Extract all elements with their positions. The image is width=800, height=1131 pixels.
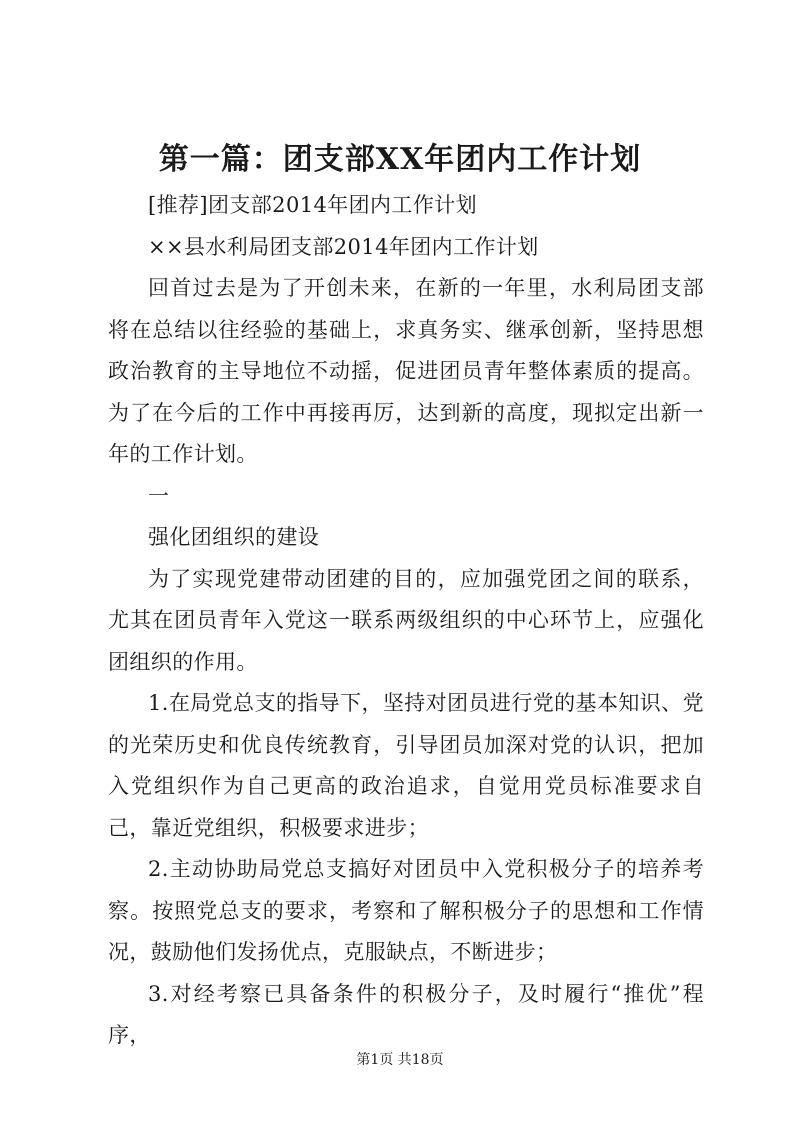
list-item-3: 3.对经考察已具备条件的积极分子，及时履行“推优”程序， bbox=[108, 981, 704, 1047]
intro-paragraph: 回首过去是为了开创未来，在新的一年里，水利局团支部将在总结以往经验的基础上，求真务实、继承创新，坚持思想政治教育的主导地位不动摇，促进团员青年整体素质的提高。为了在今后的工作中再接再厉，达到新的高度，现拟定出新一年的工作计划。 bbox=[108, 276, 704, 466]
section-intro-paragraph: 为了实现党建带动团建的目的，应加强党团之间的联系，尤其在团员青年入党这一联系两级组织的中心环节上，应强化团组织的作用。 bbox=[108, 566, 704, 674]
section-heading: 强化团组织的建设 bbox=[148, 525, 320, 549]
plan-subtitle: ××县水利局团支部2014年团内工作计划 bbox=[148, 234, 539, 259]
document-body bbox=[108, 185, 704, 1057]
section-number: 一 bbox=[148, 483, 170, 508]
page-number-footer: 第1页 共18页 bbox=[356, 1052, 444, 1068]
list-item-1: 1.在局党总支的指导下，坚持对团员进行党的基本知识、党的光荣历史和优良传统教育，引导团员加深对党的认识，把加入党组织作为自己更高的政治追求，自觉用党员标准要求自己，靠近党组织，积极要求进步； bbox=[108, 691, 704, 840]
recommended-heading: [推荐]团支部2014年团内工作计划 bbox=[148, 193, 478, 217]
list-item-2: 2.主动协助局党总支搞好对团员中入党积极分子的培养考察。按照党总支的要求，考察和了解积极分子的思想和工作情况，鼓励他们发扬优点，克服缺点，不断进步； bbox=[108, 857, 704, 964]
document-title: 第一篇：团支部XX年团内工作计划 bbox=[158, 142, 642, 177]
